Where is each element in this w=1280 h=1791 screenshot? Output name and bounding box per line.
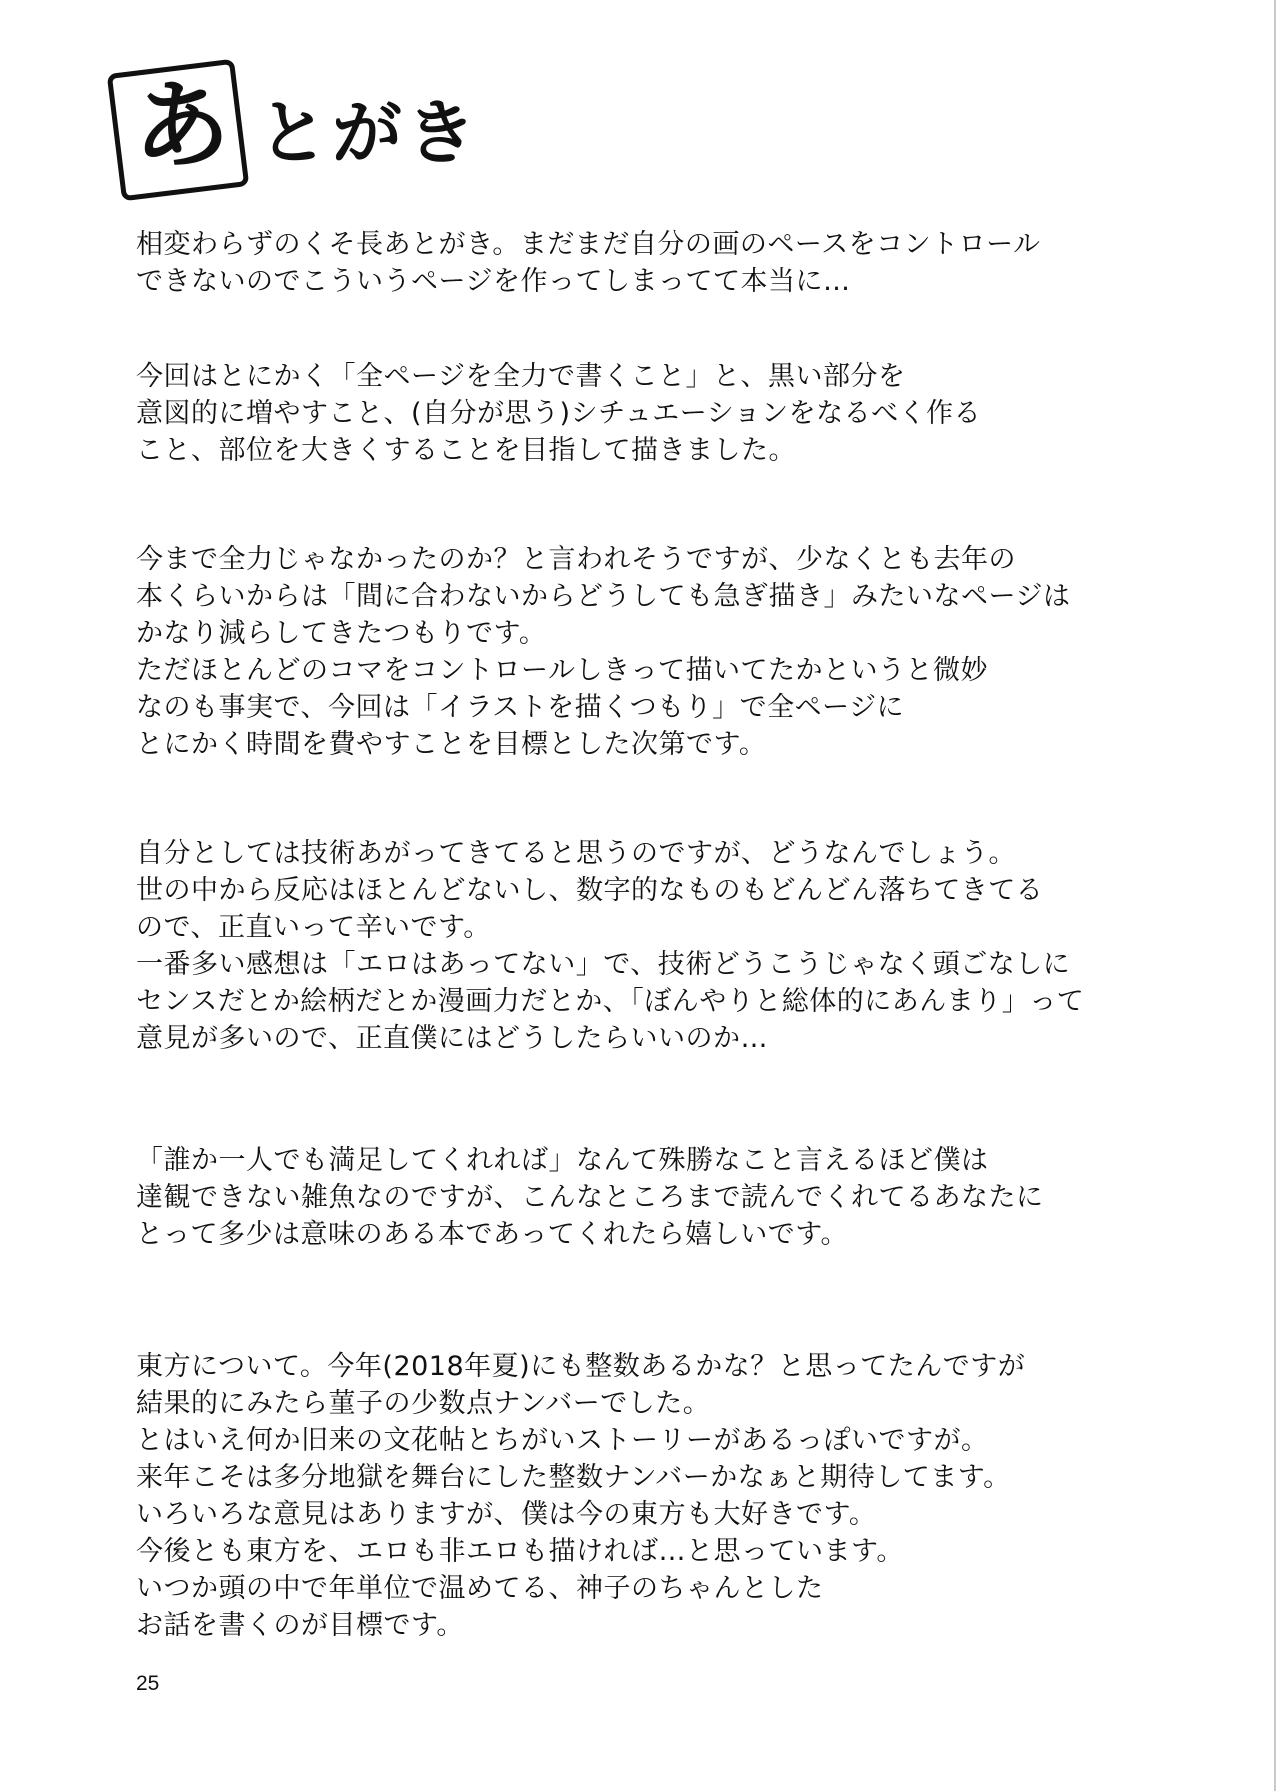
text-line: 来年こそは多分地獄を舞台にした整数ナンバーかなぁと期待してます。: [136, 1462, 1011, 1493]
text-line: 東方について。今年(2018年夏)にも整数あるかな？と思ってたんですが: [136, 1351, 1026, 1382]
paragraph-6: [136, 1348, 1136, 1644]
text-line: かなり減らしてきたつもりです。: [136, 618, 547, 649]
afterword-body: [136, 226, 1136, 1644]
text-line: センスだとか絵柄だとか漫画力だとか、「ぼんやりと総体的にあんまり」って: [136, 986, 1085, 1017]
text-line: 「誰か一人でも満足してくれれば」なんて殊勝なこと言えるほど僕は: [136, 1145, 989, 1176]
text-line: 今まで全力じゃなかったのか？と言われそうですが、少なくとも去年の: [136, 544, 1016, 575]
paragraph-5: [136, 1142, 1136, 1253]
paragraph-2: [136, 358, 1136, 469]
text-line: ただほとんどのコマをコントロールしきって描いてたかというと微妙: [136, 655, 988, 686]
text-line: 結果的にみたら菫子の少数点ナンバーでした。: [136, 1388, 711, 1419]
text-line: できないのでこういうページを作ってしまってて本当に…: [136, 266, 851, 297]
text-line: 一番多い感想は「エロはあってない」で、技術どうこうじゃなく頭ごなしに: [136, 949, 1071, 980]
paragraph-4: [136, 835, 1136, 1057]
text-line: 相変わらずのくそ長あとがき。まだまだ自分の画のペースをコントロール: [136, 229, 1041, 260]
title-rest: とがき: [258, 92, 480, 174]
text-line: とはいえ何か旧来の文花帖とちがいストーリーがあるっぽいですが。: [136, 1425, 989, 1456]
paragraph-3: [136, 541, 1136, 763]
text-line: なのも事実で、今回は「イラストを描くつもり」で全ページに: [136, 692, 905, 723]
text-line: 今回はとにかく「全ページを全力で書くこと」と、黒い部分を: [136, 361, 906, 392]
text-line: いつか頭の中で年単位で温めてる、神子のちゃんとした: [136, 1573, 824, 1604]
title-first-char: あ: [134, 70, 230, 182]
text-line: 今後とも東方を、エロも非エロも描ければ…と思っています。: [136, 1536, 904, 1567]
text-line: 自分としては技術あがってきてると思うのですが、どうなんでしょう。: [136, 838, 1016, 869]
text-line: 意図的に増やすこと、(自分が思う)シチュエーションをなるべく作る: [136, 398, 982, 429]
text-line: とって多少は意味のある本であってくれたら嬉しいです。: [136, 1219, 849, 1250]
page-edge-line: [1274, 0, 1276, 1791]
text-line: こと、部位を大きくすることを目指して描きました。: [136, 435, 796, 466]
page-number: 25: [136, 1672, 160, 1695]
text-line: お話を書くのが目標です。: [136, 1610, 464, 1641]
text-line: とにかく時間を費やすことを目標とした次第です。: [136, 729, 767, 760]
text-line: 達観できない雑魚なのですが、こんなところまで読んでくれてるあなたに: [136, 1182, 1044, 1213]
afterword-heading: [108, 58, 568, 208]
text-line: ので、正直いって辛いです。: [136, 912, 491, 943]
text-line: 本くらいからは「間に合わないからどうしても急ぎ描き」みたいなページは: [136, 581, 1071, 612]
paragraph-1: [136, 226, 1136, 300]
text-line: いろいろな意見はありますが、僕は今の東方も大好きです。: [136, 1499, 877, 1530]
text-line: 世の中から反応はほとんどないし、数字的なものもどんどん落ちてきてる: [136, 875, 1044, 906]
text-line: 意見が多いので、正直僕にはどうしたらいいのか…: [136, 1023, 768, 1054]
